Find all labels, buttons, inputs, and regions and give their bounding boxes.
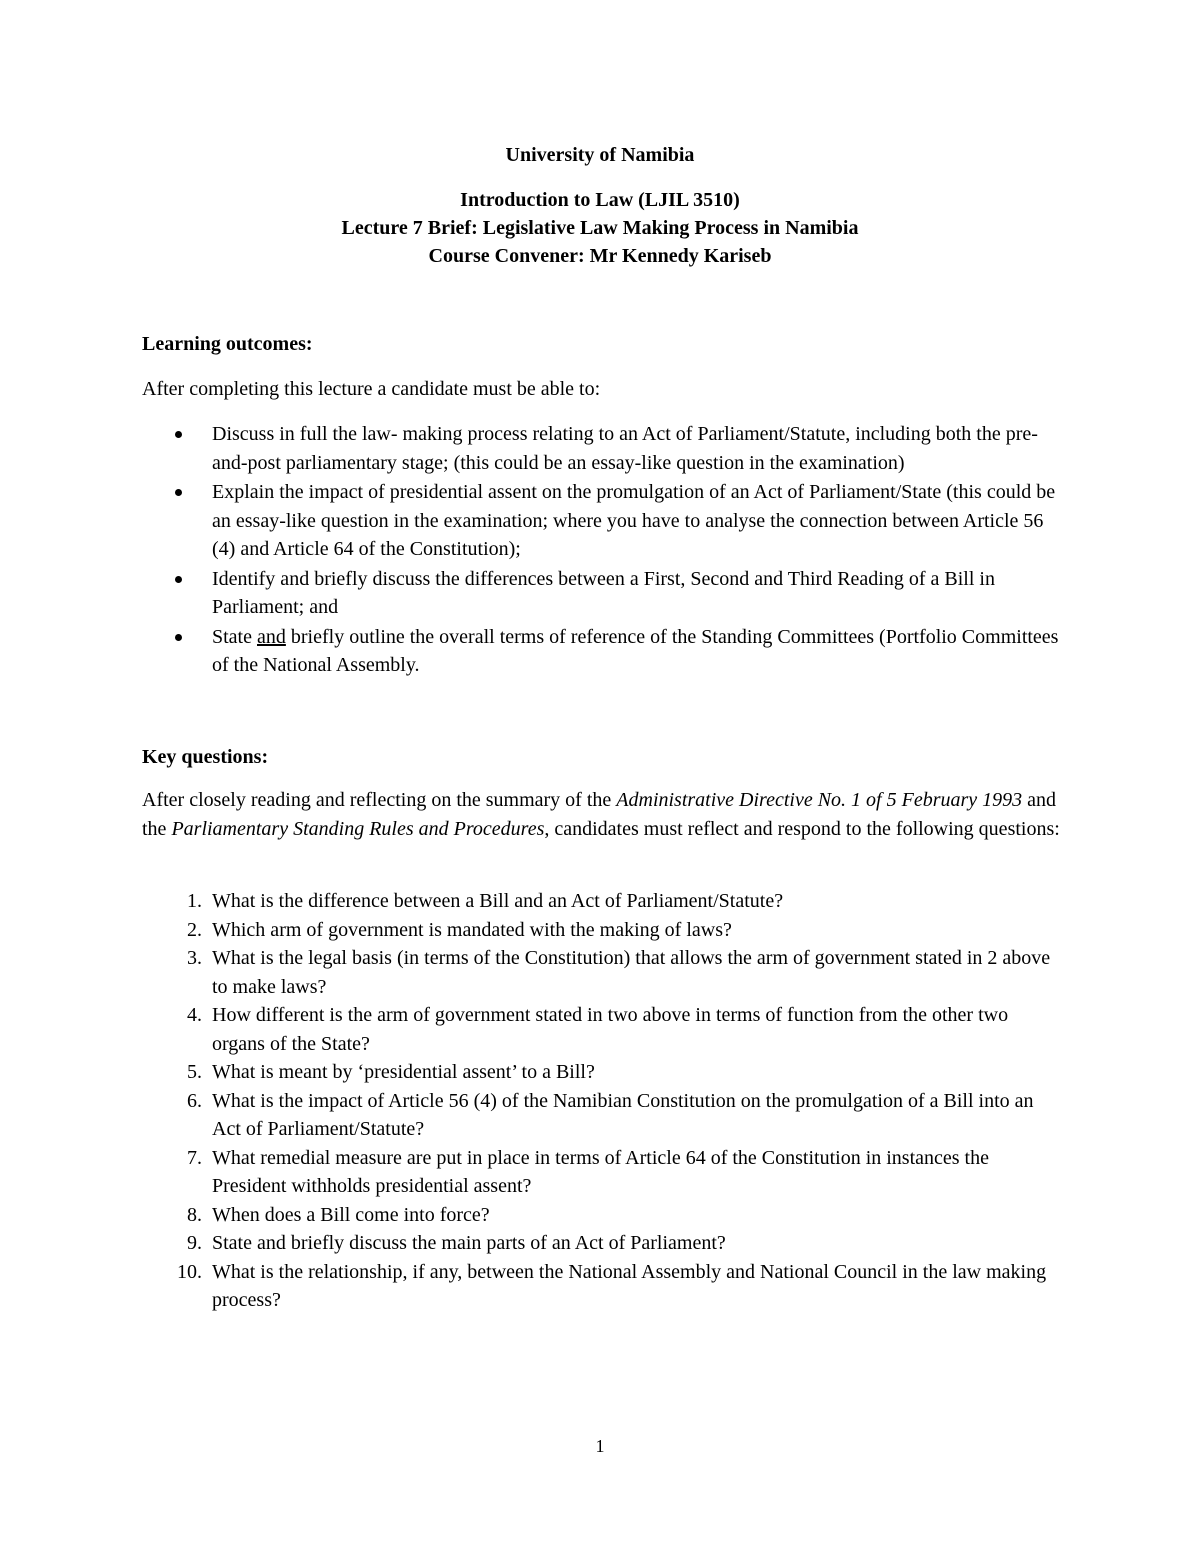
item-number: 10. xyxy=(177,1260,202,1283)
bullet-icon xyxy=(175,489,182,496)
question-text: Which arm of government is mandated with the making of laws? xyxy=(212,918,732,941)
list-item xyxy=(142,565,1062,622)
intro-text: After closely reading and reflecting on the summary of the xyxy=(142,789,617,811)
outcome-text-after: briefly outline the overall terms of reference of the Standing Committees (Portfolio Committees of the National Assembly. xyxy=(212,625,1059,676)
learning-outcomes-intro: After completing this lecture a candidate must be able to: xyxy=(142,378,601,400)
list-item xyxy=(142,944,1062,1001)
list-item xyxy=(142,1258,1062,1315)
learning-outcomes-list xyxy=(142,420,1062,681)
list-item xyxy=(142,887,1062,916)
list-item xyxy=(142,1058,1062,1087)
bullet-icon xyxy=(175,634,182,641)
list-item xyxy=(142,623,1062,680)
question-text: What is meant by ‘presidential assent’ to a Bill? xyxy=(212,1061,595,1083)
list-item xyxy=(142,478,1062,564)
outcome-text: Explain the impact of presidential assent on the promulgation of an Act of Parliament/State (this could be an essay-like question in the examination; where you have to analyse the connection between Article 56 (4) and Article 64 of the Constitution); xyxy=(212,481,1056,560)
key-questions-intro xyxy=(142,786,1062,843)
item-number: 4. xyxy=(187,1004,202,1026)
course-header xyxy=(0,186,1200,270)
lecture-title: Lecture 7 Brief: Legislative Law Making Process in Namibia xyxy=(341,217,859,239)
list-item xyxy=(142,1144,1062,1201)
course-convener: Course Convener: Mr Kennedy Kariseb xyxy=(428,245,772,267)
list-item xyxy=(142,916,1062,945)
intro-text: and the xyxy=(142,789,1057,840)
intro-text: , candidates must reflect and respond to the following questions: xyxy=(544,817,1060,840)
list-item xyxy=(142,1001,1062,1058)
item-number: 5. xyxy=(187,1061,202,1083)
key-questions-heading: Key questions: xyxy=(142,746,269,768)
list-item xyxy=(142,420,1062,477)
item-number: 2. xyxy=(187,918,202,941)
item-number: 8. xyxy=(187,1203,202,1226)
outcome-text-before: State xyxy=(212,625,257,648)
question-text: How different is the arm of government stated in two above in terms of function from the other two organs of the State? xyxy=(212,1004,1009,1055)
outcome-text: Discuss in full the law- making process relating to an Act of Parliament/Statute, including both the pre-and-post parliamentary stage; (this could be an essay-like question in the examination) xyxy=(212,423,1038,474)
question-text: What is the relationship, if any, between the National Assembly and National Council in the law making process? xyxy=(212,1260,1047,1311)
learning-outcomes-heading: Learning outcomes: xyxy=(142,333,313,355)
outcome-text-underlined: and xyxy=(257,625,286,648)
course-title: Introduction to Law (LJIL 3510) xyxy=(460,189,740,211)
item-number: 1. xyxy=(187,890,202,912)
item-number: 3. xyxy=(187,947,202,969)
bullet-icon xyxy=(175,576,182,583)
question-text: What is the legal basis (in terms of the Constitution) that allows the arm of government stated in 2 above to make laws? xyxy=(212,947,1051,998)
list-item xyxy=(142,1229,1062,1258)
university-title: University of Namibia xyxy=(505,144,695,166)
list-item xyxy=(142,1201,1062,1230)
item-number: 7. xyxy=(187,1146,202,1169)
key-questions-list xyxy=(142,887,1062,1315)
question-text: State and briefly discuss the main parts of an Act of Parliament? xyxy=(212,1232,726,1254)
intro-italic-directive: Administrative Directive No. 1 of 5 February 1993 xyxy=(616,789,1023,811)
question-text: What is the difference between a Bill and an Act of Parliament/Statute? xyxy=(212,890,784,912)
bullet-icon xyxy=(175,431,182,438)
page-number: 1 xyxy=(595,1436,605,1456)
item-number: 9. xyxy=(187,1232,202,1254)
item-number: 6. xyxy=(187,1089,202,1112)
list-item xyxy=(142,1087,1062,1144)
intro-italic-rules: Parliamentary Standing Rules and Procedures xyxy=(171,817,545,840)
question-text: What is the impact of Article 56 (4) of the Namibian Constitution on the promulgation of a Bill into an Act of Parliament/Statute? xyxy=(212,1089,1034,1140)
outcome-text: Identify and briefly discuss the differences between a First, Second and Third Reading of a Bill in Parliament; and xyxy=(212,567,995,618)
question-text: What remedial measure are put in place in terms of Article 64 of the Constitution in instances the President withholds presidential assent? xyxy=(212,1146,989,1197)
question-text: When does a Bill come into force? xyxy=(212,1203,490,1226)
